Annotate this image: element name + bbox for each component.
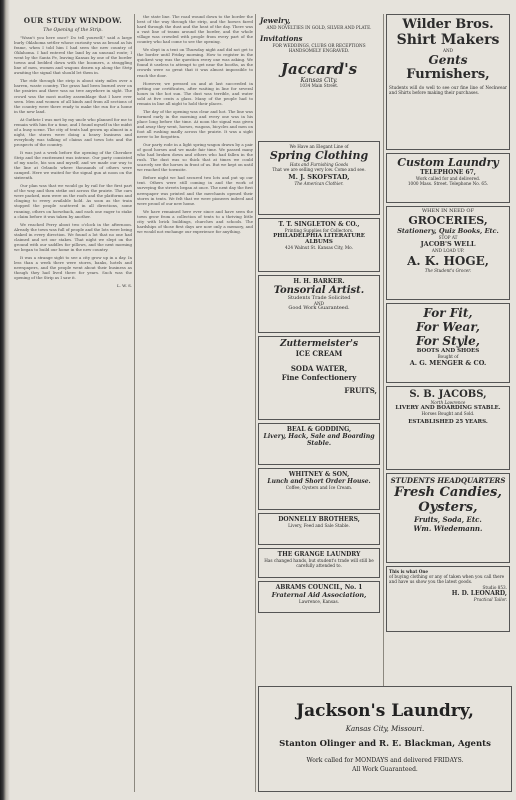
ad-zuttermeister [258, 336, 380, 420]
ad-leonard-sub: Practical Tailor. [473, 596, 507, 602]
ad-jacobs-sub: North Lawrence [430, 400, 466, 405]
ad-jewelry-sub: AND NOVELTIES IN GOLD, SILVER AND PLATE. [266, 25, 372, 30]
ad-abrams-sub: Lawrence, Kansas. [299, 599, 339, 604]
page-binding-edge [0, 0, 10, 800]
ad-menger-line: For Fit, [423, 306, 473, 320]
ad-jackson-footer: All Work Guaranteed. [352, 766, 418, 773]
ad-menger-shoes [386, 303, 510, 383]
article-paragraph: We slept in a tent on Thursday night and did not get to the border until Friday morning. How to register in the quickest way was the question every one was asking. We found it useless to attempt to get near the booths, as the crowds were so great that it was almost impossible to reach the door. [137, 47, 253, 78]
ad-hoge-line: WHEN IN NEED OF [422, 208, 474, 214]
ad-jaccard [258, 14, 380, 138]
ad-beal-name: BEAL & GODDING, [286, 426, 352, 433]
ad-whitney-sub: Lunch and Short Order House. [267, 478, 371, 485]
ad-whitney-sub: Coffee, Oysters and Ice Cream. [285, 485, 353, 490]
article-title: OUR STUDY WINDOW. [23, 16, 123, 25]
ad-leonard-name: H. D. LEONARD, [451, 589, 507, 597]
ad-donnelly-name: DONNELLY BROTHERS, [278, 516, 360, 523]
ad-invitations-sub: FOR WEDDINGS, CLUBS OR RECEPTIONS HANDSOMELY ENGRAVED. [272, 43, 366, 54]
column-divider [255, 14, 256, 792]
ad-zutter-line: ICE CREAM [295, 349, 343, 358]
ad-wilder-shirt: Shirt Makers [396, 32, 500, 48]
ad-jaccard-city: Kansas City. [300, 76, 338, 84]
ad-jaccard-address: 1034 Main Street. [299, 82, 339, 88]
ad-skofstad-line: Hats and Furnishing Goods [289, 162, 349, 168]
ad-skofstad-heading: Spring Clothing [269, 149, 369, 163]
ad-jacobs-livery [386, 386, 510, 470]
ad-leonard-line: Studio 853. [482, 584, 507, 590]
ad-wiedemann-fruits: Fruits, Soda, Etc. [414, 515, 482, 524]
ad-wiedemann-oysters: Oysters, [418, 500, 478, 515]
ad-custom-telephone: TELEPHONE 67, [420, 169, 476, 176]
ad-leonard-heading: This is what One [389, 569, 429, 574]
ad-singleton [258, 218, 380, 272]
ad-zutter-name: Zuttermeister's [279, 339, 359, 349]
article-paragraph: The ride through the strip is about sixty miles over a barren, waste country. The grass had been burned over on the prairies and there was no tree anywhere in sight. The crowd was the most motley assemblage that I have ever seen. Men and women of all kinds and from all sections of the country were there ready to make the run for a home in the new land. [14, 78, 132, 114]
ad-barker-line: AND [313, 301, 325, 307]
article-column-1 [14, 14, 132, 792]
ad-hoge-groceries: GROCERIES, [408, 214, 488, 228]
article-column-2 [137, 14, 253, 792]
ad-hoge-sub: The Student's Grocer. [424, 267, 472, 273]
ad-jacobs-sub: Horses Bought and Sold. [421, 411, 475, 417]
ad-jackson-title: Jackson's Laundry, [296, 701, 474, 721]
ad-jacobs-livery: LIVERY AND BOARDING STABLE. [395, 405, 501, 412]
ad-singleton-product: PHILADELPHIA LITERATURE ALBUMS [273, 233, 365, 246]
ad-singleton-name: T. T. SINGLETON & CO., [278, 221, 360, 228]
ad-hoge-stationery: Stationery, Quiz Books, Etc. [397, 227, 499, 236]
ad-grange-name: THE GRANGE LAUNDRY [277, 551, 361, 558]
ad-wilder-text: Students will do well to see our fine line of Neckwear and Shirts before making their purchases. [389, 85, 507, 96]
article-paragraph: Before night we had secured two lots and put up our tent. Others were still coming in and the work of surveying the streets began at once. The next day the first newspaper was printed and the merchants opened their stores in tents. We felt that we were pioneers indeed and were proud of our new home. [137, 175, 253, 206]
ad-custom-sub: Work called for and delivered. [415, 176, 481, 181]
article-paragraph: Our party rode in a light spring wagon drawn by a pair of good horses and we made fair time. We passed many who had broken down and others who had fallen in the rush. The dust was so thick that at times we could scarcely see the horses in front of us. But we kept on until we reached the townsite. [137, 142, 253, 173]
ad-wiedemann-fresh: Fresh Candies, [394, 485, 502, 500]
ad-beal-godding [258, 423, 380, 465]
ad-abrams-council [258, 581, 380, 613]
column-divider [383, 14, 384, 792]
ad-jackson-footer: Work called for MONDAYS and delivered FRIDAYS. [306, 757, 464, 764]
ad-jaccard-logo: Jaccard's [280, 59, 358, 78]
article-paragraph: We reached Perry about two o'clock in the afternoon. Already the town was full of people and the lots were being staked in every direction. We found a lot that no one had claimed and set our stakes. That night we slept on the ground with our saddles for pillows, and the next morning we began to build our home in the new country. [14, 221, 132, 252]
article-subtitle: The Opening of the Strip. [43, 28, 103, 33]
ad-skofstad-sub: The American Clothier. [294, 180, 344, 186]
ad-barker [258, 275, 380, 333]
ad-wiedemann-name: Wm. Wiedemann. [413, 524, 483, 533]
ads-column-4 [386, 14, 510, 792]
ad-hoge-name: A. K. HOGE, [407, 253, 489, 268]
ad-invitations-heading: Invitations [260, 34, 303, 44]
ad-menger-boots: BOOTS AND SHOES [416, 348, 480, 354]
ad-grange-sub: Has changed hands, but student's trade will still be carefully attended to. [264, 558, 374, 569]
article-paragraph: It was a strange sight to see a city grow up in a day. In less than a week there were stores, banks, hotels and newspapers, and the people went about their business as though they had lived there for years. Such was the opening of the Strip as I saw it. [14, 254, 132, 281]
article-paragraph: We have remained here ever since and have seen the town grow from a collection of tents to a thriving little city with brick buildings, churches and schools. The hardships of those first days are now only a memory, and we would not exchange our experience for anything. [137, 208, 253, 234]
article-paragraph: At Guthrie I was met by my uncle who planned for me to remain with him for a time, and I found myself in the midst of a busy scene. The city of tents had grown up almost in a night, the stores were doing a heavy business and everybody was talking of claims and town lots and the prospects of the country. [14, 116, 132, 147]
ad-barker-line: Good Work Guaranteed. [288, 305, 350, 312]
ad-skofstad-line: That we are selling very low. Come and see. [272, 167, 366, 173]
ad-abrams-sub: Fraternal Aid Association, [271, 591, 367, 599]
ad-custom-laundry-name: Custom Laundry [397, 156, 499, 169]
ad-jacobs-name: S. B. JACOBS, [409, 389, 487, 400]
ad-singleton-address: 424 Walnut St. Kansas City, Mo. [285, 245, 353, 251]
ad-wilder-gents: Gents [428, 53, 468, 68]
ads-column-3 [258, 14, 380, 792]
ad-hoge-line: STOP AT [438, 235, 458, 241]
article-paragraph: the state line. The road wound down to the border the best of the way through the strip, and the horses fared hard through the dust and the heat of the day. There was a vast line of teams around the border, and the whole village was crowded with people from every part of the country who had come to see the opening. [137, 14, 253, 45]
ad-wiedemann [386, 473, 510, 563]
ad-jewelry-heading: Jewelry, [260, 16, 291, 25]
article-paragraph: However, we pressed on and at last succeeded in getting our certificates, after waiting in line for several hours in the hot sun. The dust was terrible, and water sold at five cents a glass. Many of the people had to remain in line all night to hold their places. [137, 80, 253, 106]
article-paragraph: The day of the opening was clear and hot. The line was formed early in the morning and every one was in his place long before the time. At noon the signal was given and away they went, horses, wagons, bicycles and men on foot all rushing madly across the prairie. It was a sight never to be forgotten. [137, 108, 253, 140]
ad-wilder-furnishers: Furnishers, [406, 67, 490, 83]
ad-hoge-grocer [386, 206, 510, 300]
ad-barker-name: H. H. BARKER. [293, 278, 345, 285]
article-paragraph: Our plan was that we would go by rail for the first part of the way and then strike out across the prairie. The cars were packed, men were on the roofs and the platforms and clinging to every available hold. As soon as the train stopped the people scattered in all directions, some running, others on horseback, and each one eager to stake a claim before it was taken by another. [14, 183, 132, 219]
ad-beal-sub: Livery, Hack, Sale and Boarding Stable. [263, 433, 375, 447]
ad-grange-laundry [258, 548, 380, 578]
ad-skofstad [258, 141, 380, 215]
ad-jacksons-laundry [258, 686, 512, 792]
ad-barker-line: Students Trade Solicited [287, 295, 351, 301]
ad-zutter-line: SODA WATER, [290, 364, 348, 373]
ad-menger-name: A. G. MENGER & CO. [409, 359, 487, 368]
ad-skofstad-name: M. J. SKOFSTAD, [288, 172, 350, 181]
ad-wilder-and: AND [442, 48, 454, 53]
article-signature: L. W. S. [116, 283, 132, 289]
column-divider [134, 14, 135, 792]
ad-jacobs-established: ESTABLISHED 25 YEARS. [408, 419, 488, 426]
ad-barker-title: Tonsorial Artist. [273, 285, 365, 296]
ad-leonard-text: of buying clothing or any of taken when you call there and have us show you the latest goods. [389, 574, 505, 585]
ad-custom-address: 1000 Mass. Street. Telephone No. 65. [407, 181, 489, 187]
ad-donnelly-sub: Livery, Feed and Sale Stable. [288, 523, 350, 528]
ad-menger-line: For Style, [416, 334, 480, 348]
ad-whitney-name: WHITNEY & SON, [288, 471, 350, 478]
ad-leonard [386, 566, 510, 632]
ad-wilder-name: Wilder Bros. [402, 17, 494, 32]
ad-menger-line: Bought of [437, 354, 459, 359]
ad-zutter-line: FRUITS, [344, 386, 377, 395]
ad-donnelly [258, 513, 380, 545]
ad-jackson-agents: Stanton Olinger and R. E. Blackman, Agents [279, 739, 491, 749]
ad-skofstad-line: We Have an Elegant Line of [289, 144, 349, 149]
article-paragraph: It was just a week before the opening of the Cherokee Strip and the excitement was intense. Our party consisted of my uncle, his son and myself, and we made our way to the line at Orlando where thousands of others were camped. Here we waited for the signal gun at noon on the sixteenth. [14, 149, 132, 181]
ad-hoge-line: AND LOAD UP. [431, 248, 465, 254]
ad-custom-laundry [386, 153, 510, 203]
ad-wilder-bros [386, 14, 510, 150]
ad-abrams-name: ABRAMS COUNCIL, No. 1 [275, 584, 363, 591]
ad-singleton-sub: Printing Supplies for Collectors. [284, 228, 354, 233]
ad-hoge-jacobs-well: JACOB'S WELL [420, 240, 476, 249]
ad-jackson-city: Kansas City, Missouri. [345, 725, 425, 733]
ad-zutter-line: Fine Confectionery [281, 373, 357, 382]
ad-menger-line: For Wear, [416, 320, 480, 334]
ad-wiedemann-heading: STUDENTS HEADQUARTERS [390, 476, 506, 485]
article-paragraph: "Wasn't you here once? Do tell yourself," said a large burly Oklahoma settler whose curiosity was as broad as his frame, when I told him I had seen the new country of Oklahoma. I had entered the land by an unusual route; I went by the Santa Fe, leaving Kansas by one of the border towns and bedded down with the boomers, a straggling line of men, women and wagons drawn up along the Strip awaiting the signal that should let them in. [14, 35, 132, 76]
ad-whitney [258, 468, 380, 510]
